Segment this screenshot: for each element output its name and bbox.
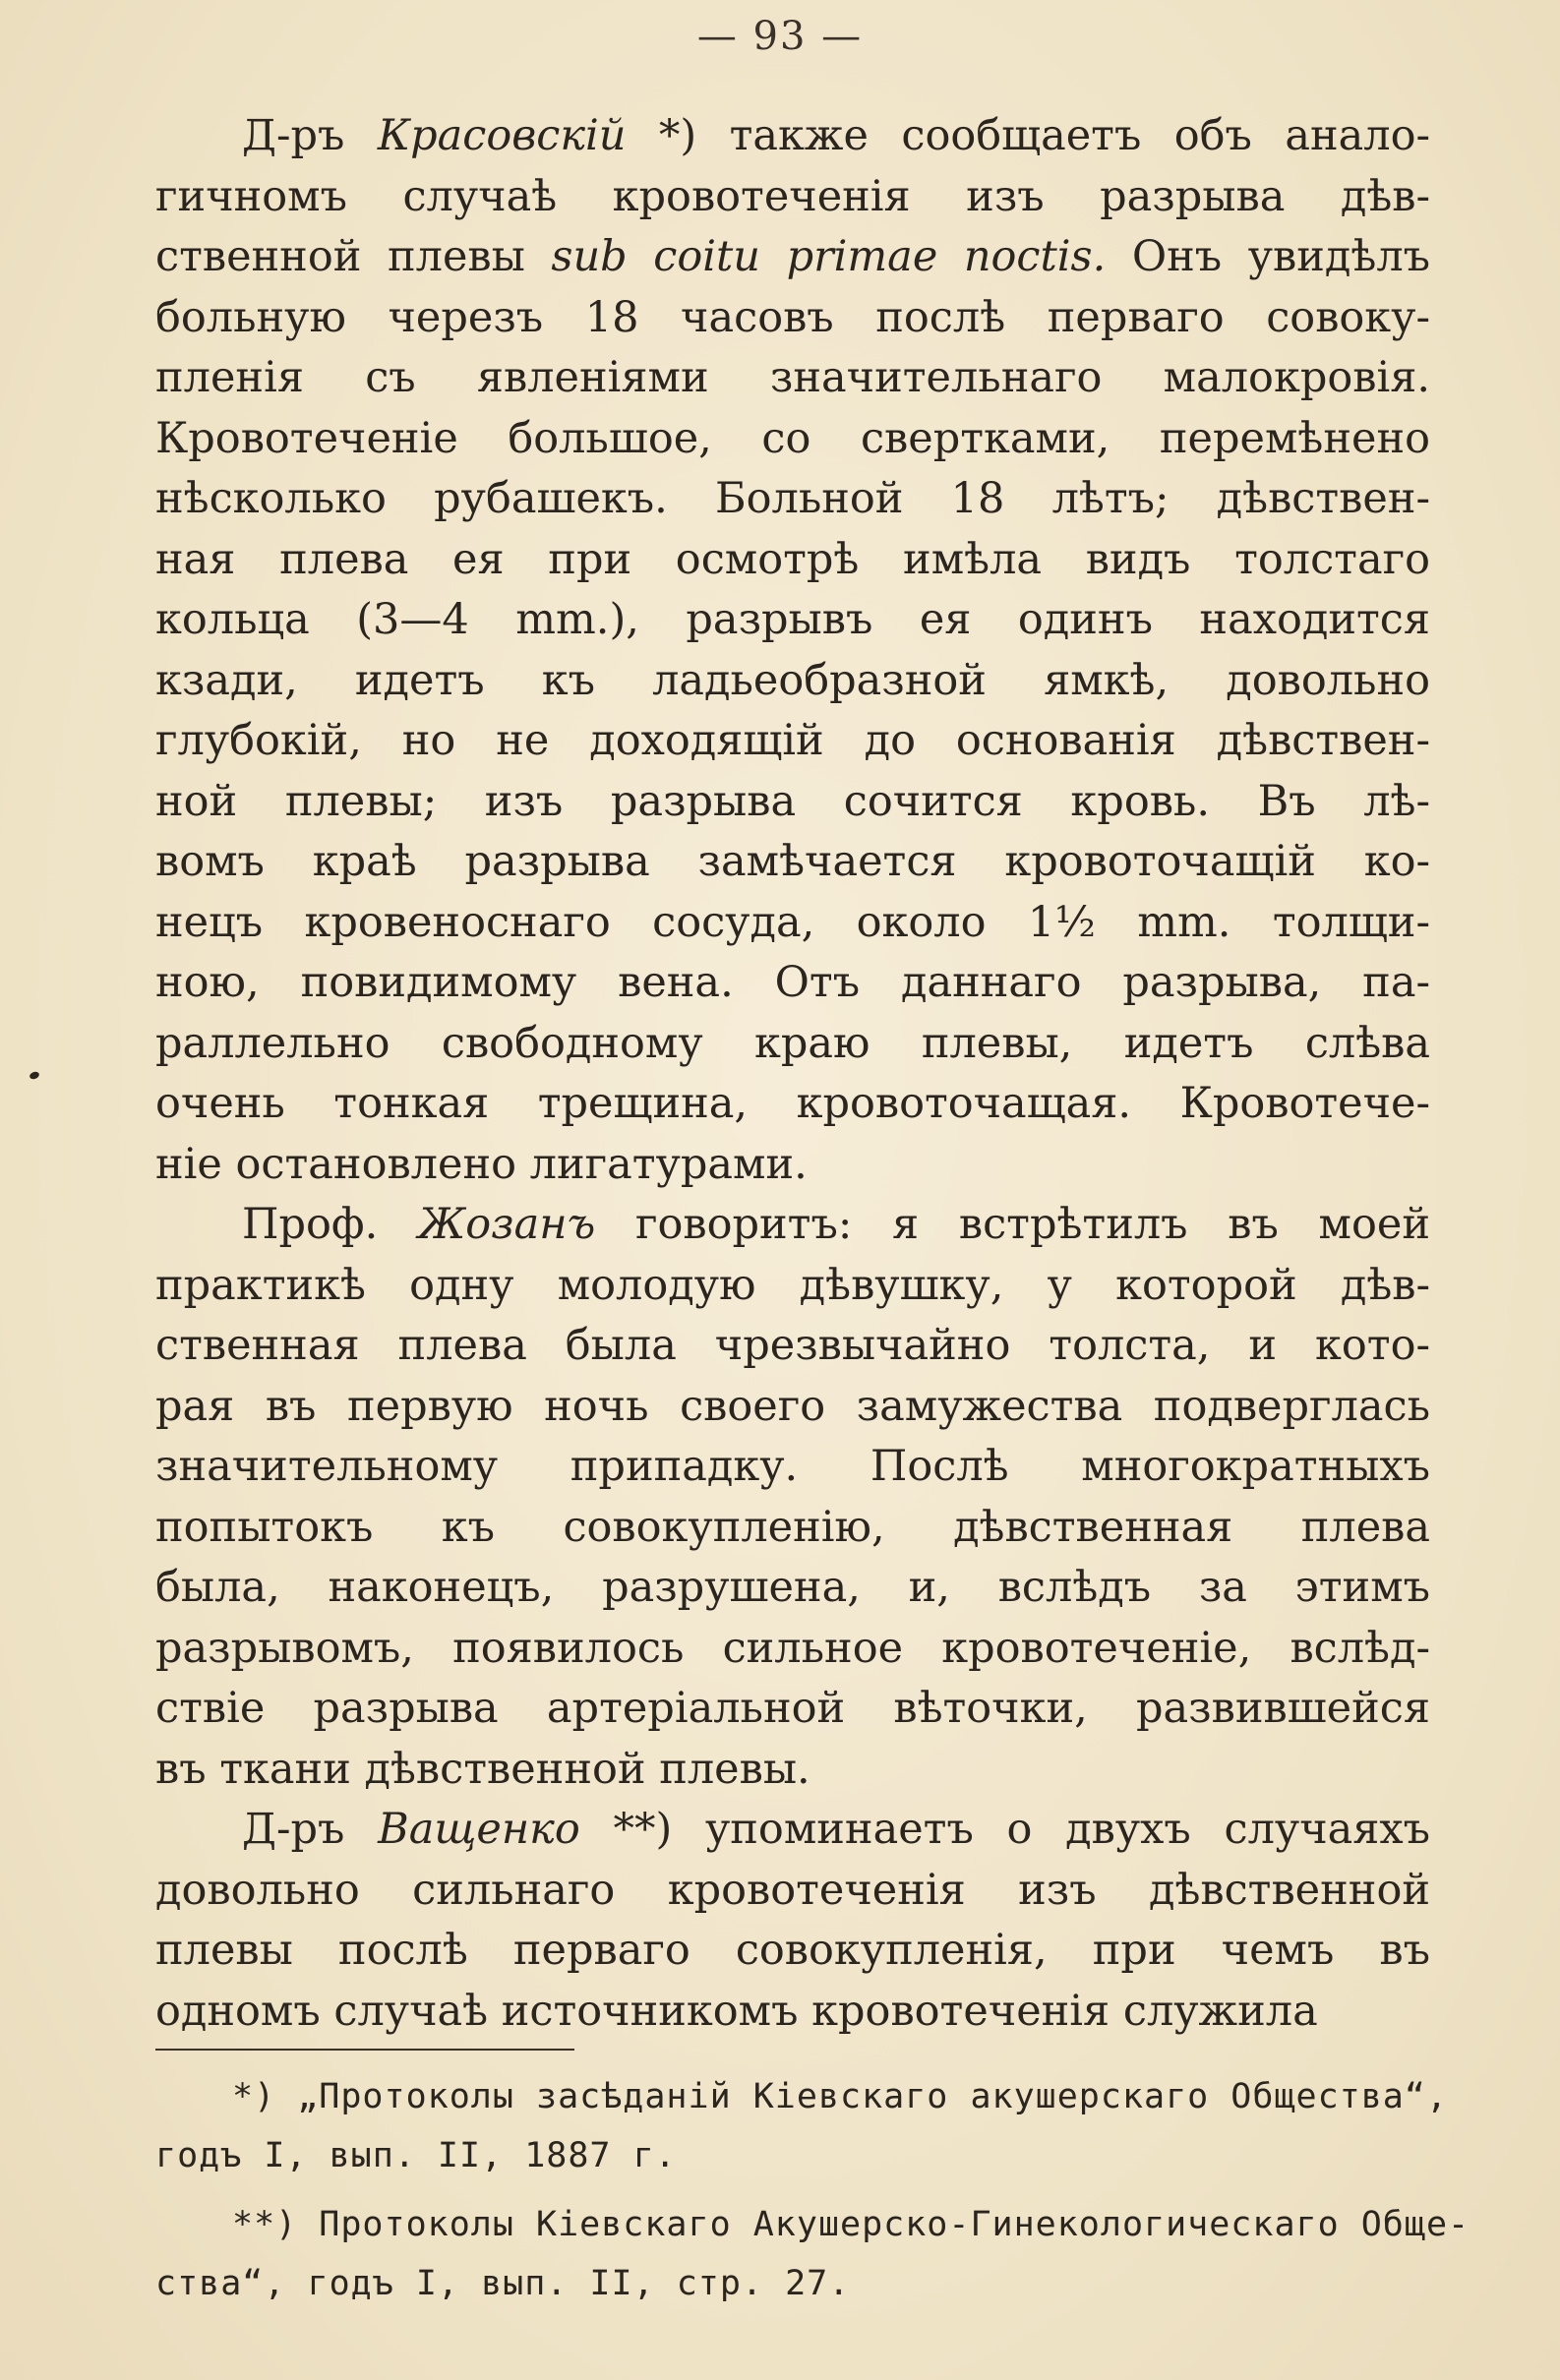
- text-line: [155, 106, 1430, 167]
- footnote-line: годъ I, вып. II, 1887 г.: [155, 2136, 677, 2175]
- text-run: одномъ случаѣ источникомъ кровотеченія служила: [155, 1986, 1318, 2036]
- text-line: [155, 1316, 1430, 1377]
- italic-text: Красовскій: [377, 111, 627, 160]
- footnotes: [155, 2067, 1470, 2313]
- page-number: — 93 —: [696, 14, 864, 59]
- text-run: ственная плева была чрезвычайно толста, и кото-: [155, 1321, 1430, 1370]
- text-run: значительному припадку. Послѣ многократныхъ: [155, 1442, 1430, 1491]
- footnote-line: *) „Протоколы засѣданій Кіевскаго акушерскаго Общества“,: [232, 2077, 1449, 2116]
- text-run: ною, повидимому вена. Отъ даннаго разрыва, па-: [155, 958, 1430, 1007]
- text-run: попытокъ къ совокупленію, дѣвственная плева: [155, 1502, 1430, 1552]
- text-run: *) также сообщаетъ объ анало-: [626, 111, 1430, 160]
- text-line: [155, 348, 1430, 409]
- text-line: [155, 1498, 1430, 1559]
- text-run: гичномъ случаѣ кровотеченія изъ разрыва дѣв-: [155, 171, 1430, 221]
- footnote-line: **) Протоколы Кіевскаго Акушерско-Гинекологическаго Обще-: [232, 2205, 1470, 2244]
- text-line: [155, 1861, 1430, 1922]
- text-run: глубокій, но не доходящій до основанія дѣвствен-: [155, 716, 1430, 765]
- body-text: [155, 106, 1430, 2042]
- text-line: [155, 1014, 1430, 1075]
- text-run: ной плевы; изъ разрыва сочится кровь. Въ лѣ-: [155, 776, 1430, 826]
- text-run: кзади, идетъ къ ладьеобразной ямкѣ, довольно: [155, 655, 1430, 705]
- text-run: ная плева ея при осмотрѣ имѣла видъ толстаго: [155, 534, 1430, 584]
- footnote-line: ства“, годъ I, вып. II, стр. 27.: [155, 2264, 851, 2303]
- text-run: кольца (3—4 mm.), разрывъ ея одинъ находится: [155, 595, 1430, 644]
- text-run: въ ткани дѣвственной плевы.: [155, 1744, 810, 1794]
- text-run: ственной плевы: [155, 232, 552, 281]
- text-line: [155, 469, 1430, 530]
- text-line: [155, 227, 1430, 288]
- text-run: говоритъ: я встрѣтилъ въ моей: [595, 1200, 1430, 1249]
- text-run: была, наконецъ, разрушена, и, вслѣдъ за этимъ: [155, 1563, 1430, 1612]
- text-line: [155, 409, 1430, 470]
- text-run: **) упоминаетъ о двухъ случаяхъ: [579, 1805, 1430, 1854]
- text-run: Кровотеченіе большое, со свертками, перемѣнено: [155, 413, 1430, 463]
- text-line: [155, 772, 1430, 833]
- text-line: [155, 1074, 1430, 1135]
- text-line: [155, 1740, 1430, 1801]
- text-run: пленія съ явленіями значительнаго малокровія.: [155, 353, 1430, 402]
- text-run: Д-ръ: [242, 111, 378, 160]
- text-run: практикѣ одну молодую дѣвушку, у которой дѣв-: [155, 1260, 1430, 1310]
- text-run: ствіе разрыва артеріальной вѣточки, развившейся: [155, 1684, 1430, 1733]
- text-line: [155, 651, 1430, 712]
- text-run: больную черезъ 18 часовъ послѣ перваго совоку-: [155, 292, 1430, 342]
- margin-ink-mark: [29, 1071, 40, 1081]
- text-run: нецъ кровеноснаго сосуда, около 1½ mm. толщи-: [155, 897, 1430, 947]
- italic-text: Жозанъ: [417, 1200, 596, 1249]
- text-line: [155, 167, 1430, 228]
- text-line: [155, 1377, 1430, 1438]
- text-line: [155, 530, 1430, 591]
- text-run: рая въ первую ночь своего замужества подверглась: [155, 1381, 1430, 1431]
- text-line: [155, 1437, 1430, 1498]
- text-line: [155, 1558, 1430, 1619]
- text-line: [155, 953, 1430, 1014]
- text-run: Проф.: [242, 1200, 418, 1249]
- text-line: [155, 832, 1430, 893]
- text-line: [155, 1619, 1430, 1680]
- text-line: [155, 1256, 1430, 1317]
- text-run: довольно сильнаго кровотеченія изъ дѣвственной: [155, 1865, 1430, 1915]
- text-run: разрывомъ, появилось сильное кровотеченіе, вслѣд-: [155, 1623, 1430, 1673]
- italic-text: sub coitu primae noctis.: [551, 232, 1107, 281]
- text-run: нѣсколько рубашекъ. Больной 18 лѣтъ; дѣвствен-: [155, 474, 1430, 523]
- text-run: очень тонкая трещина, кровоточащая. Кровотече-: [155, 1079, 1430, 1128]
- text-line: [155, 1679, 1430, 1740]
- text-line: [155, 590, 1430, 651]
- text-line: [155, 893, 1430, 954]
- text-run: ніе остановлено лигатурами.: [155, 1139, 808, 1189]
- text-line: [155, 1195, 1430, 1256]
- text-line: [155, 288, 1430, 349]
- text-run: Онъ увидѣлъ: [1106, 232, 1430, 281]
- text-run: раллельно свободному краю плевы, идетъ слѣва: [155, 1018, 1430, 1068]
- text-run: вомъ краѣ разрыва замѣчается кровоточащій ко-: [155, 837, 1430, 886]
- text-line: [155, 1921, 1430, 1982]
- text-line: [155, 711, 1430, 772]
- text-line: [155, 1800, 1430, 1861]
- italic-text: Ващенко: [378, 1805, 580, 1854]
- text-run: Д-ръ: [242, 1805, 379, 1854]
- footnote-rule: [155, 2049, 574, 2051]
- text-line: [155, 1135, 1430, 1196]
- text-run: плевы послѣ перваго совокупленія, при чемъ въ: [155, 1926, 1430, 1975]
- text-line: [155, 1982, 1430, 2043]
